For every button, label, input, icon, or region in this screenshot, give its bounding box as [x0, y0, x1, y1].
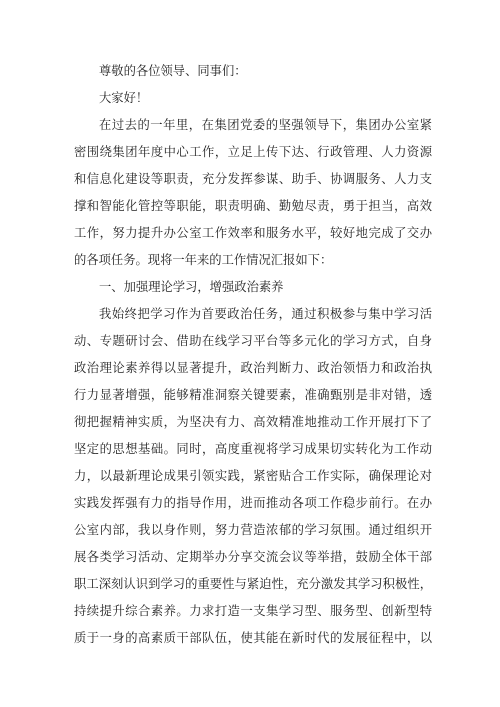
section-heading: 一、加强理论学习，增强政治素养 — [99, 280, 284, 294]
paragraph-line: 在过去的一年里，在集团党委的坚强领导下，集团办公室紧 — [99, 118, 432, 132]
paragraph-study — [74, 301, 432, 652]
paragraph-line: 政治理论素养得以显著提升，政治判断力、政治领悟力和政治执 — [74, 361, 432, 375]
paragraph-line: 动、专题研讨会、借助在线学习平台等多元化的学习方式，自身 — [74, 334, 432, 348]
paragraph-line: 密围绕集团年度中心工作，立足上传下达、行政管理、人力资源 — [74, 145, 432, 159]
paragraph-line: 撑和智能化管控等职能，职责明确、勤勉尽责，勇于担当，高效 — [74, 199, 432, 213]
paragraph-intro — [74, 112, 432, 274]
paragraph-line: 行力显著增强，能够精准洞察关键要素，准确甄别是非对错，透 — [74, 388, 432, 402]
salutation: 尊敬的各位领导、同事们： — [99, 64, 247, 78]
paragraph-line: 公室内部，我以身作则，努力营造浓郁的学习氛围。通过组织开 — [74, 523, 432, 537]
paragraph-line: 质于一身的高素质干部队伍，使其能在新时代的发展征程中，以 — [74, 631, 432, 645]
document-body — [74, 58, 432, 652]
paragraph-line: 彻把握精神实质，为坚决有力、高效精准地推动工作开展打下了 — [74, 415, 432, 429]
greeting: 大家好！ — [99, 91, 149, 105]
paragraph-line: 我始终把学习作为首要政治任务，通过积极参与集中学习活 — [99, 307, 432, 321]
paragraph-line: 职工深刻认识到学习的重要性与紧迫性，充分激发其学习积极性， — [74, 577, 432, 591]
paragraph-line: 和信息化建设等职责，充分发挥参谋、助手、协调服务、人力支 — [74, 172, 432, 186]
paragraph-line: 展各类学习活动、定期举办分享交流会议等举措，鼓励全体干部 — [74, 550, 432, 564]
paragraph-line: 坚定的思想基础。同时，高度重视将学习成果切实转化为工作动 — [74, 442, 432, 456]
paragraph-line: 实践发挥强有力的指导作用，进而推动各项工作稳步前行。在办 — [74, 496, 432, 510]
paragraph-line: 的各项任务。现将一年来的工作情况汇报如下： — [74, 253, 333, 267]
paragraph-line: 工作，努力提升办公室工作效率和服务水平，较好地完成了交办 — [74, 226, 432, 240]
paragraph-line: 持续提升综合素养。力求打造一支集学习型、服务型、创新型特 — [74, 604, 432, 618]
paragraph-line: 力，以最新理论成果引领实践，紧密贴合工作实际，确保理论对 — [74, 469, 432, 483]
